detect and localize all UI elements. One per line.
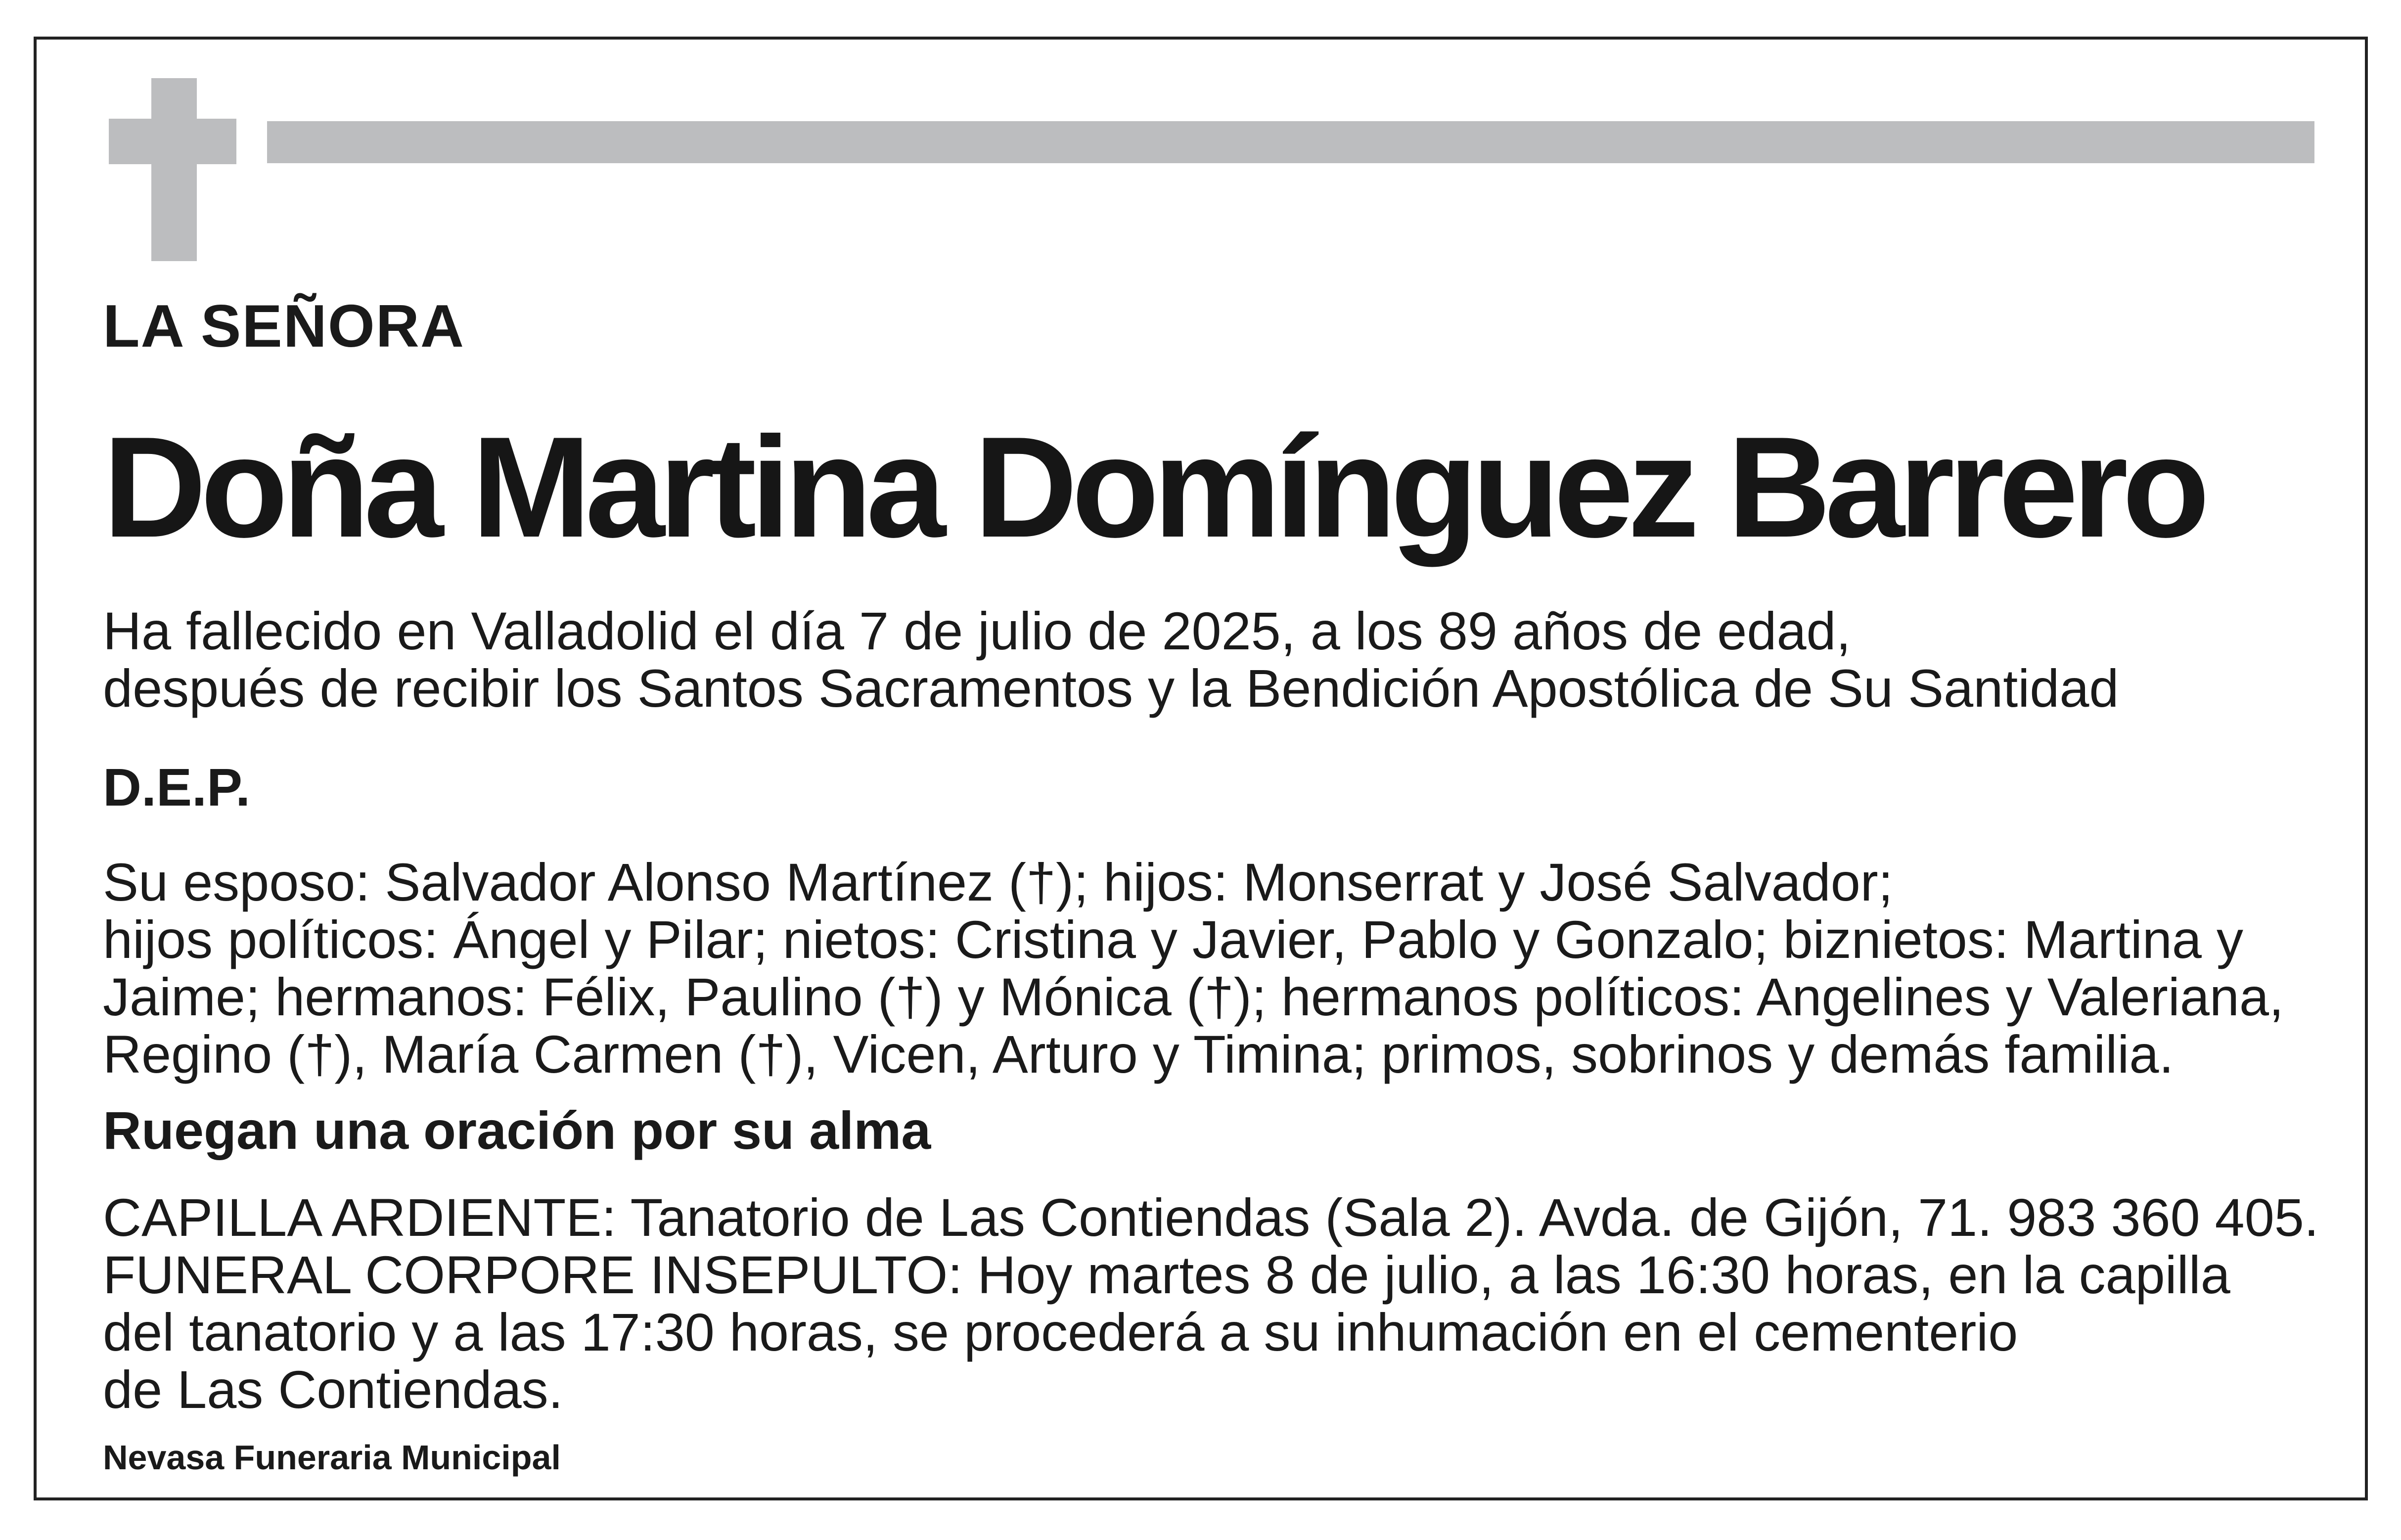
service-paragraph [103, 1189, 2319, 1418]
cross-icon [109, 78, 236, 261]
deceased-name: Doña Martina Domínguez Barrero [103, 407, 2204, 567]
funeral-home: Nevasa Funeraria Municipal [103, 1438, 561, 1477]
intro-line: después de recibir los Santos Sacramentos y la Bendición Apostólica de Su Santidad [103, 658, 2119, 718]
dep-label: D.E.P. [103, 757, 251, 817]
family-line: Su esposo: Salvador Alonso Martínez (†); hijos: Monserrat y José Salvador; [103, 852, 1893, 912]
intro-paragraph [103, 602, 2119, 717]
service-line: del tanatorio y a las 17:30 horas, se procederá a su inhumación en el cementerio [103, 1302, 2018, 1362]
service-line: de Las Contiendas. [103, 1359, 563, 1419]
prayer-request: Ruegan una oración por su alma [103, 1100, 931, 1160]
family-line: hijos políticos: Ángel y Pilar; nietos: Cristina y Javier, Pablo y Gonzalo; biznietos: Martina y [103, 909, 2243, 969]
family-line: Jaime; hermanos: Félix, Paulino (†) y Mónica (†); hermanos políticos: Angelines y Valeriana, [103, 967, 2284, 1027]
intro-line: Ha fallecido en Valladolid el día 7 de julio de 2025, a los 89 años de edad, [103, 601, 1851, 661]
family-line: Regino (†), María Carmen (†), Vicen, Arturo y Timina; primos, sobrinos y demás familia. [103, 1024, 2174, 1084]
family-paragraph [103, 854, 2284, 1083]
honorific: LA SEÑORA [103, 292, 465, 360]
service-line: FUNERAL CORPORE INSEPULTO: Hoy martes 8 de julio, a las 16:30 horas, en la capilla [103, 1245, 2230, 1305]
header-rule [267, 121, 2314, 163]
service-line: CAPILLA ARDIENTE: Tanatorio de Las Contiendas (Sala 2). Avda. de Gijón, 71. 983 360 405. [103, 1187, 2319, 1247]
